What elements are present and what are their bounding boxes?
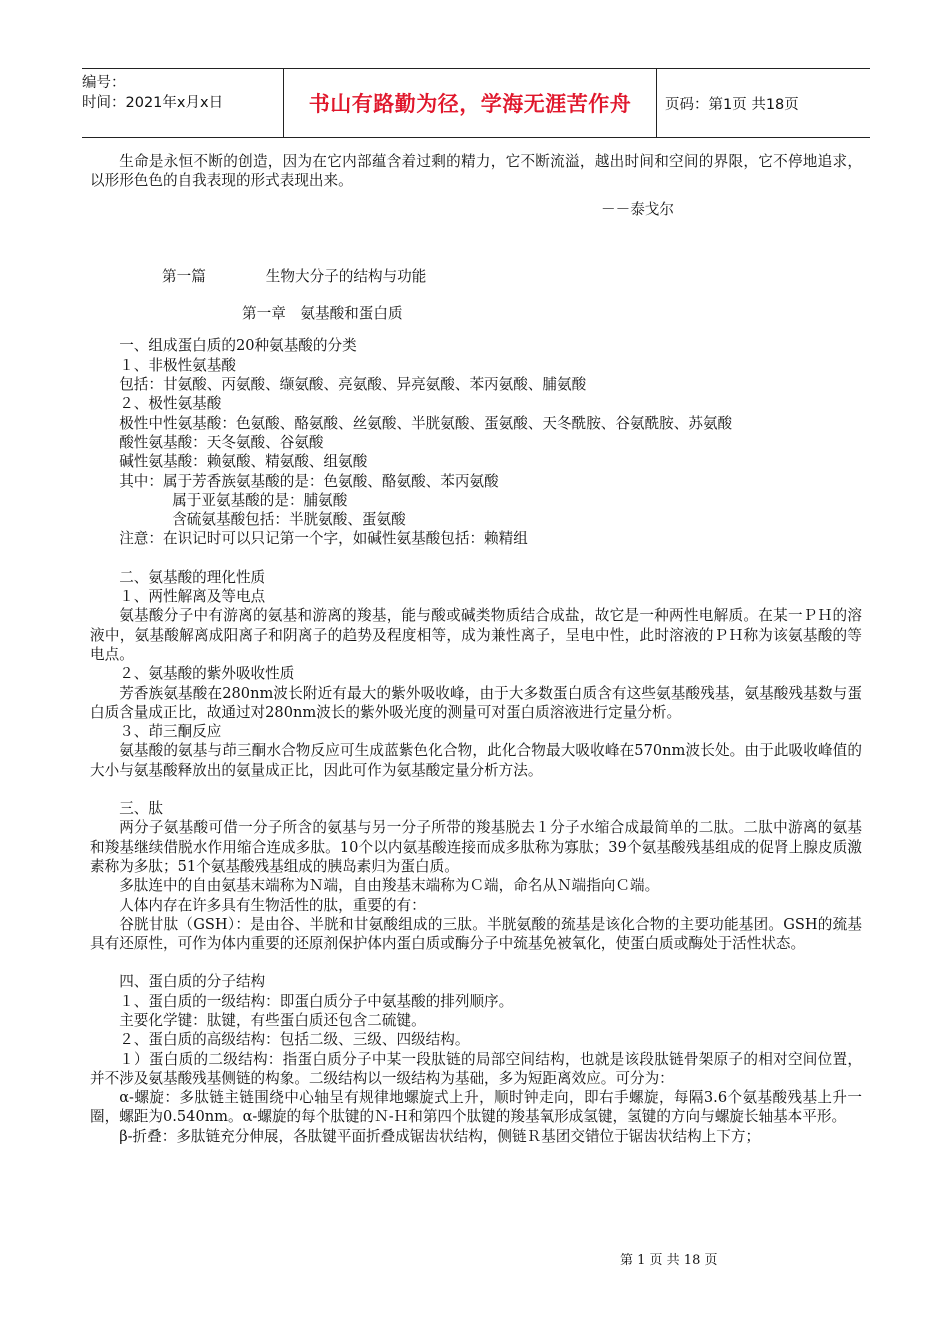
s1-subheading-2: ２、极性氨基酸 <box>119 395 222 413</box>
s3-paragraph-1: 两分子氨基酸可借一分子所含的氨基与另一分子所带的羧基脱去１分子水缩合成最简单的二肽。二肽中游离的氨基和羧基继续借脱水作用缩合连成多肽。10个以内氨基酸连接而成多肽称为寡肽；39个氨基酸残基组成的促肾上腺皮质激素称为多肽；51个氨基酸残基组成的胰岛素归为蛋白质。 <box>90 819 862 875</box>
s3-paragraph-4: 谷胱甘肽（GSH）：是由谷、半胱和甘氨酸组成的三肽。半胱氨酸的巯基是该化合物的主要功能基团。GSH的巯基具有还原性，可作为体内重要的还原剂保护体内蛋白质或酶分子中巯基免被氧化，使蛋白质或酶处于活性状态。 <box>90 915 862 953</box>
s3-paragraph-3: 人体内存在许多具有生物活性的肽，重要的有： <box>119 896 426 914</box>
quote-text: 生命是永恒不断的创造，因为在它内部蕴含着过剩的精力，它不断流溢，越出时间和空间的界限，它不停地追求，以形形色色的自我表现的形式表现出来。 <box>90 153 862 190</box>
page-footer: 第 1 页 共 18 页 <box>620 1253 718 1268</box>
s2-paragraph-1: 氨基酸分子中有游离的氨基和游离的羧基，能与酸或碱类物质结合成盐，故它是一种两性电解质。在某一ＰＨ的溶液中，氨基酸解离成阳离子和阴离子的趋势及程度相等，成为兼性离子，呈电中性，此时溶液的ＰＨ称为该氨基酸的等电点。 <box>90 607 862 663</box>
header-number-label: 编号： <box>82 75 126 91</box>
part-number: 第一篇 <box>162 267 206 285</box>
s3-paragraph-2: 多肽连中的自由氨基末端称为Ｎ端，自由羧基末端称为Ｃ端，命名从Ｎ端指向Ｃ端。 <box>119 877 660 895</box>
document-body <box>90 152 862 1146</box>
s1-basic: 碱性氨基酸：赖氨酸、精氨酸、组氨酸 <box>119 453 368 471</box>
s4-beta-sheet: β-折叠：多肽链充分伸展，各肽键平面折叠成锯齿状结构，侧链Ｒ基团交错位于锯齿状结构上下方； <box>119 1127 761 1145</box>
section-2-title: 二、氨基酸的理化性质 <box>119 568 266 586</box>
header-time-label: 时间：2021年x月x日 <box>82 95 224 111</box>
section-3-title: 三、肽 <box>119 800 163 818</box>
s2-subheading-2: ２、氨基酸的紫外吸收性质 <box>119 665 295 683</box>
s4-bond: 主要化学键：肽键，有些蛋白质还包含二硫键。 <box>119 1011 426 1029</box>
quote-author: －－泰戈尔 <box>601 200 674 218</box>
part-title: 生物大分子的结构与功能 <box>265 267 427 285</box>
s1-sulfur: 含硫氨基酸包括：半胱氨酸、蛋氨酸 <box>172 511 406 529</box>
s2-subheading-3: ３、茚三酮反应 <box>119 723 222 741</box>
s4-subheading-2: ２、蛋白质的高级结构：包括二级、三级、四级结构。 <box>119 1031 470 1049</box>
header-motto: 书山有路勤为径，学海无涯苦作舟 <box>284 69 657 137</box>
s4-secondary-structure: １）蛋白质的二级结构：指蛋白质分子中某一段肽链的局部空间结构，也就是该段肽链骨架原子的相对空间位置，并不涉及氨基酸残基侧链的构象。二级结构以一级结构为基础，多为短距离效应。可分为： <box>90 1050 862 1087</box>
s4-alpha-helix: α-螺旋：多肽链主链围绕中心轴呈有规律地螺旋式上升，顺时钟走向，即右手螺旋，每隔3.6个氨基酸残基上升一圈，螺距为0.540nm。α-螺旋的每个肽键的Ｎ-Ｈ和第四个肽键的羧基氧形成氢键，氢键的方向与螺旋长轴基本平形。 <box>90 1089 862 1126</box>
s1-note: 注意：在识记时可以只记第一个字，如碱性氨基酸包括：赖精组 <box>119 530 528 548</box>
s1-subheading-1: １、非极性氨基酸 <box>119 356 236 374</box>
s1-include: 包括：甘氨酸、丙氨酸、缬氨酸、亮氨酸、异亮氨酸、苯丙氨酸、脯氨酸 <box>119 376 587 394</box>
s1-neutral: 极性中性氨基酸：色氨酸、酪氨酸、丝氨酸、半胱氨酸、蛋氨酸、天冬酰胺、谷氨酰胺、苏氨酸 <box>119 414 733 432</box>
chapter-heading: 第一章 氨基酸和蛋白质 <box>242 305 403 323</box>
section-4-title: 四、蛋白质的分子结构 <box>119 973 266 991</box>
s2-paragraph-3: 氨基酸的氨基与茚三酮水合物反应可生成蓝紫色化合物，此化合物最大吸收峰在570nm波长处。由于此吸收峰值的大小与氨基酸释放出的氨量成正比，因此可作为氨基酸定量分析方法。 <box>90 742 862 779</box>
page-header <box>82 68 870 138</box>
section-1-title: 一、组成蛋白质的20种氨基酸的分类 <box>119 337 357 355</box>
s2-subheading-1: １、两性解离及等电点 <box>119 588 266 606</box>
s2-paragraph-2: 芳香族氨基酸在280nm波长附近有最大的紫外吸收峰，由于大多数蛋白质含有这些氨基酸残基，氨基酸残基数与蛋白质含量成正比，故通过对280nm波长的紫外吸光度的测量可对蛋白质溶液进行定量分析。 <box>90 684 862 721</box>
part-heading <box>90 267 862 286</box>
header-left-cell <box>82 69 284 137</box>
s1-aromatic: 其中：属于芳香族氨基酸的是：色氨酸、酪氨酸、苯丙氨酸 <box>119 472 499 490</box>
s1-imino: 属于亚氨基酸的是：脯氨酸 <box>172 491 348 509</box>
s1-acidic: 酸性氨基酸：天冬氨酸、谷氨酸 <box>119 433 324 451</box>
header-page-label: 页码：第1页 共18页 <box>665 96 799 113</box>
s4-subheading-1: １、蛋白质的一级结构：即蛋白质分子中氨基酸的排列顺序。 <box>119 992 514 1010</box>
